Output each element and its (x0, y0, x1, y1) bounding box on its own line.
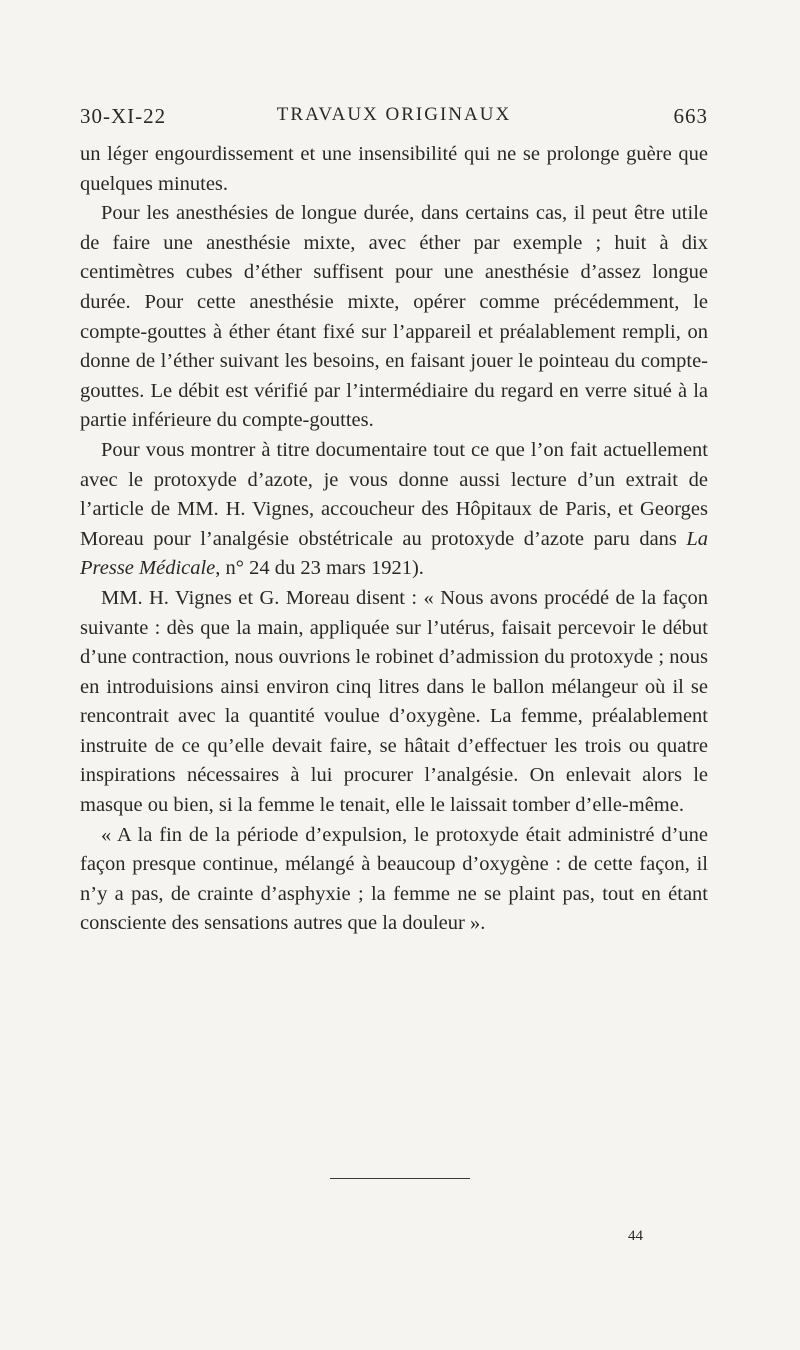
journal-title: La Presse Médicale (80, 527, 708, 580)
header-date: 30-XI-22 (80, 104, 167, 128)
header-title: TRAVAUX ORIGINAUX (276, 104, 512, 125)
paragraph-quotation-end: « A la fin de la période d’expulsion, le protoxyde était administré d’une façon presque continue, mélangé à beaucoup d’oxygène : de cette façon, il n’y a pas, de crainte d’asphyxie ; la femme ne se plaint pas, tout en étant consciente des sensations autres que la douleur ». (80, 823, 708, 935)
paragraph-quotation: MM. H. Vignes et G. Moreau disent : « Nous avons procédé de la façon suivante : dès que la main, appliquée sur l’utérus, faisait percevoir le début d’une contraction, nous ouvrions le robinet d’admission du protoxyde ; nous en introduisions ainsi environ cinq litres dans le ballon mélangeur où il se rencontrait avec la quantité voulue d’oxygène. La femme, préalablement instruite de ce qu’elle devait faire, se hâtait d’effectuer les trois ou quatre inspirations nécessaires à lui procurer l’analgésie. On enlevait alors le masque ou bien, si la femme le tenait, elle le laissait tomber d’elle-même. (80, 586, 708, 817)
presse-text-before: Pour vous montrer à titre documentaire tout ce que l’on fait actuellement avec le protoxyde d’azote, je vous donne aussi lecture d’un extrait de l’article de MM. H. Vignes, accoucheur des Hôpitaux de Paris, et Georges Moreau pour l’analgésie obstétricale au protoxyde d’azote paru dans (80, 438, 708, 550)
page-number: 663 (673, 104, 708, 128)
paragraph-anesthesie-mixte: Pour les anesthésies de longue durée, dans certains cas, il peut être utile de faire une anesthésie mixte, avec éther par exemple ; huit à dix centimètres cubes d’éther suffisent pour une anesthésie d’assez longue durée. Pour cette anesthésie mixte, opérer comme précédemment, le compte-gouttes à éther étant fixé sur l’appareil et préalablement rempli, on donne de l’éther suivant les besoins, en faisant jouer le pointeau du compte-gouttes. Le débit est vérifié par l’intermédiaire du regard en verre situé à la partie inférieure du compte-gouttes. (80, 202, 708, 432)
running-header (80, 104, 708, 134)
presse-text-after: , n° 24 du 23 mars 1921). (215, 557, 424, 580)
section-divider (330, 1178, 470, 1179)
paragraph-continuation: un léger engourdissement et une insensibilité qui ne se prolonge guère que quelques minutes. (80, 143, 708, 195)
body-text (80, 140, 708, 939)
paragraph-presse-medicale (80, 436, 708, 584)
signature-mark: 44 (628, 1228, 643, 1244)
